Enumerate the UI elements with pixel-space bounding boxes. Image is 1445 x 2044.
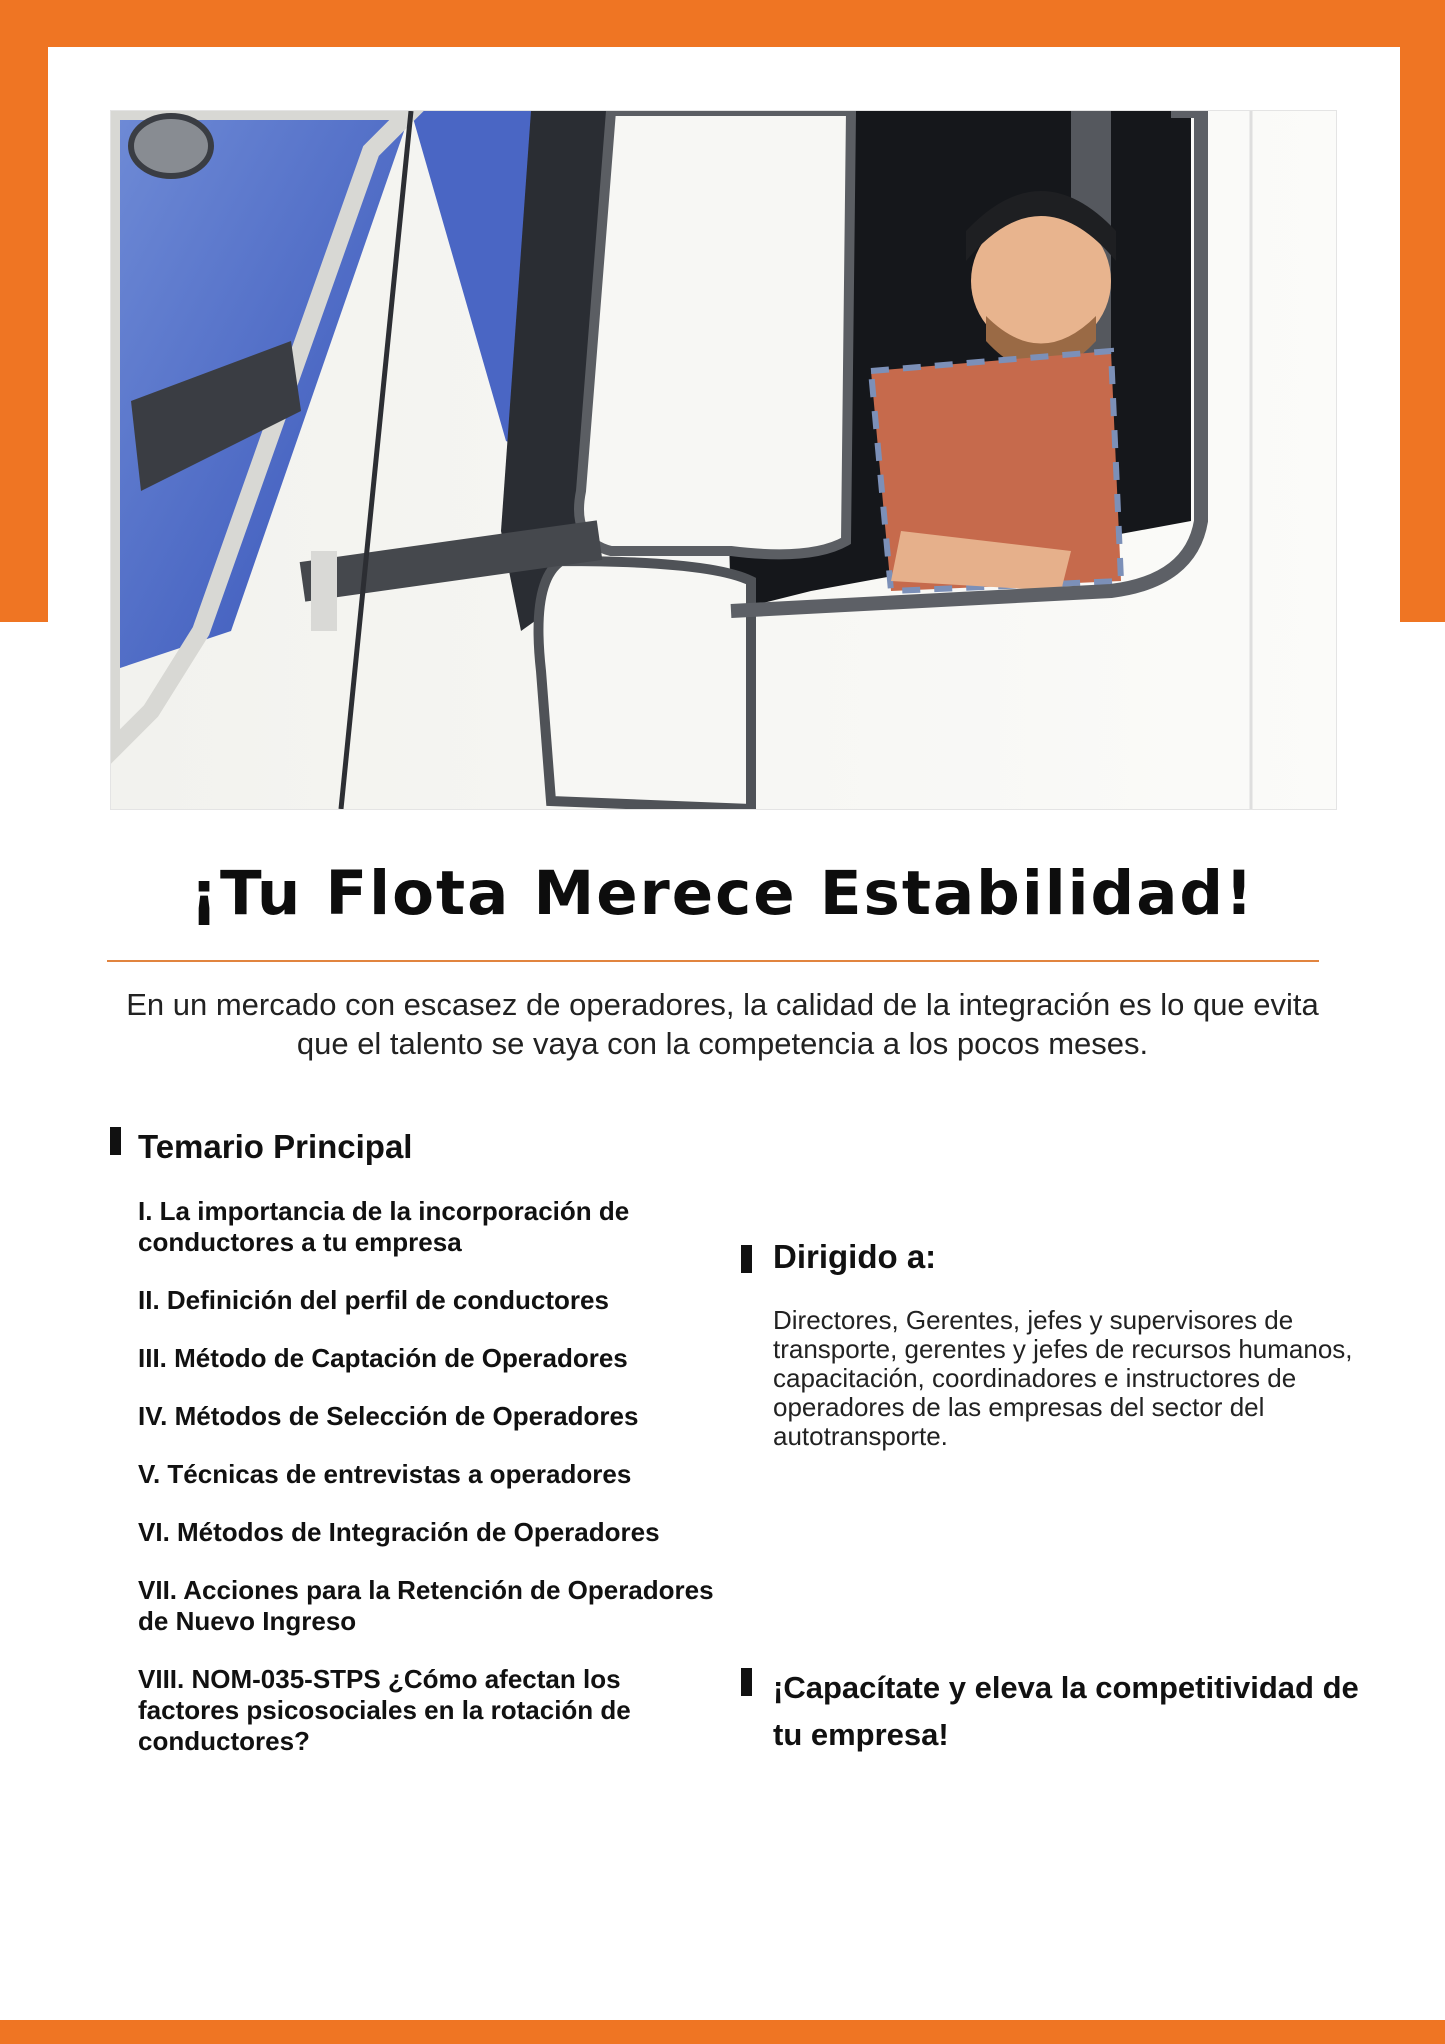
orange-frame-bottom <box>0 2020 1445 2044</box>
list-item: II. Definición del perfil de conductores <box>138 1285 609 1315</box>
list-item: VI. Métodos de Integración de Operadores <box>138 1517 660 1547</box>
truck-driver-photo <box>110 110 1337 810</box>
list-item: V. Técnicas de entrevistas a operadores <box>138 1459 632 1489</box>
temario-title: Temario Principal <box>138 1128 413 1165</box>
intro-paragraph: En un mercado con escasez de operadores, la calidad de la integración es lo que evita que el talento se vaya con la competencia a los pocos meses. <box>126 987 1319 1061</box>
list-item: I. La importancia de la incorporación de conductores a tu empresa <box>138 1196 630 1257</box>
list-item: III. Método de Captación de Operadores <box>138 1343 628 1373</box>
temario-marker <box>110 1127 121 1155</box>
dirigido-marker <box>741 1245 752 1273</box>
list-item: VII. Acciones para la Retención de Operadores de Nuevo Ingreso <box>138 1575 714 1636</box>
dirigido-title: Dirigido a: <box>773 1238 937 1275</box>
list-item: IV. Métodos de Selección de Operadores <box>138 1401 639 1431</box>
cta-marker <box>741 1668 752 1696</box>
call-to-action: ¡Capacítate y eleva la competitividad de tu empresa! <box>773 1670 1359 1752</box>
topics-list <box>138 1196 718 1784</box>
audience-text: Directores, Gerentes, jefes y supervisores de transporte, gerentes y jefes de recursos humanos, capacitación, coordinadores e instructores de operadores de las empresas del sector del autotransporte. <box>773 1305 1353 1451</box>
title-divider <box>107 960 1319 962</box>
page-title: ¡Tu Flota Merece Estabilidad! <box>190 858 1255 929</box>
list-item: VIII. NOM-035-STPS ¿Cómo afectan los factores psicosociales en la rotación de conductores? <box>138 1664 631 1756</box>
